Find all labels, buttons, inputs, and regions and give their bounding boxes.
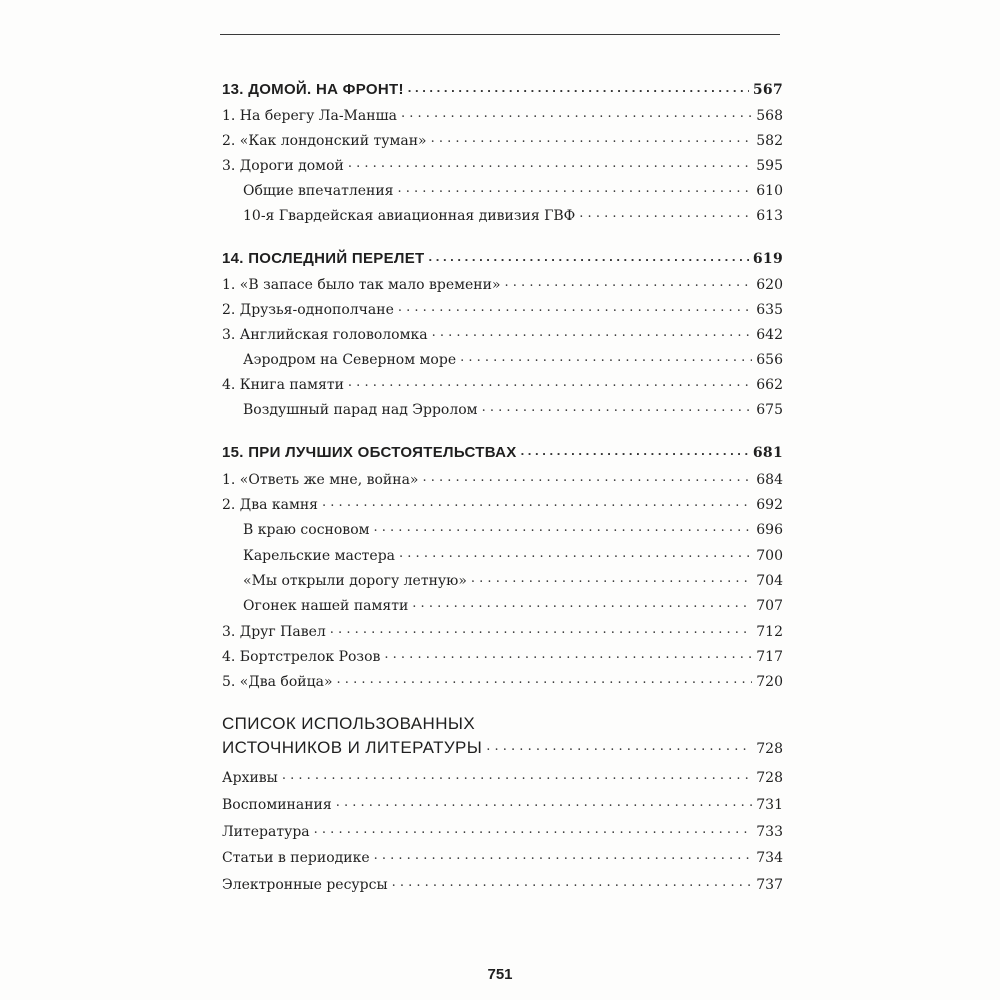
dot-leader [423,470,753,484]
toc-entry [222,672,783,694]
dot-leader [482,400,753,414]
dot-leader [322,495,752,509]
dot-leader [399,546,752,560]
toc-page: 610 [756,183,783,199]
dot-leader [374,848,753,862]
toc-title: 14. ПОСЛЕДНИЙ ПЕРЕЛЕТ [222,250,425,267]
toc-title: 2. Два камня [222,497,319,513]
toc-page: 613 [756,208,783,224]
toc-title: 15. ПРИ ЛУЧШИХ ОБСТОЯТЕЛЬСТВАХ [222,444,517,461]
dot-leader [579,206,752,220]
dot-leader [384,647,752,661]
toc-page: 704 [756,573,783,589]
toc-page: 635 [756,302,783,318]
dot-leader [486,739,752,753]
toc-title: ИСТОЧНИКОВ И ЛИТЕРАТУРЫ [222,738,483,757]
dot-leader [348,375,752,389]
dot-leader [337,672,753,686]
dot-leader [412,596,752,610]
toc-title: 5. «Два бойца» [222,674,333,690]
toc-subentry [243,596,783,618]
dot-leader [348,156,752,170]
toc-page: 700 [756,548,783,564]
toc-page: 582 [756,133,783,149]
dot-leader [401,106,752,120]
toc-page: 675 [756,402,783,418]
toc-entry [222,647,783,669]
toc-page: 737 [756,877,783,893]
toc-page: 728 [756,741,783,757]
toc-entry [222,768,783,790]
toc-title: В краю сосновом [243,522,370,538]
top-rule [220,34,780,35]
toc-chapter-15 [222,443,783,465]
toc-page: 656 [756,352,783,368]
dot-leader [314,822,753,836]
toc-title: 1. «В запасе было так мало времени» [222,277,501,293]
toc-entry [222,848,783,870]
toc-title: Электронные ресурсы [222,877,388,893]
toc-subentry [243,400,783,422]
dot-leader [392,875,753,889]
toc-page: 733 [756,824,783,840]
toc-page: 568 [756,108,783,124]
toc-title: Литература [222,824,310,840]
toc-subentry [243,520,783,542]
toc-title: 3. Друг Павел [222,624,326,640]
toc-title: Воздушный парад над Эрролом [243,402,478,418]
toc-subentry [243,571,783,593]
toc-page: 620 [756,277,783,293]
toc-subentry [243,350,783,372]
toc-page: 684 [756,472,783,488]
dot-leader [408,80,749,94]
toc-page: 720 [756,674,783,690]
toc-page: 731 [756,797,783,813]
toc-title: 2. Друзья-однополчане [222,302,394,318]
dot-leader [505,275,753,289]
toc-page: 717 [756,649,783,665]
toc-entry [222,822,783,844]
toc-page: 734 [756,850,783,866]
dot-leader [460,350,752,364]
dot-leader [471,571,752,585]
dot-leader [336,795,753,809]
toc-entry [222,300,783,322]
toc-page: 692 [756,497,783,513]
dot-leader [431,131,753,145]
toc-title: 1. На берегу Ла-Манша [222,108,397,124]
dot-leader [282,768,752,782]
toc-title: Огонек нашей памяти [243,598,409,614]
toc-sources-heading-line1: СПИСОК ИСПОЛЬЗОВАННЫХ [222,714,476,733]
dot-leader [398,300,752,314]
dot-leader [521,443,749,457]
toc-title: 10-я Гвардейская авиационная дивизия ГВФ [243,208,576,224]
toc-page: 567 [752,82,783,98]
toc-entry [222,795,783,817]
toc-title: Воспоминания [222,797,332,813]
toc-title: Аэродром на Северном море [243,352,457,368]
toc-title: 1. «Ответь же мне, война» [222,472,419,488]
toc-page: 707 [756,598,783,614]
toc-page: 619 [752,251,783,267]
toc-title: 2. «Как лондонский туман» [222,133,427,149]
toc-page: 728 [756,770,783,786]
toc-title: 3. Дороги домой [222,158,344,174]
toc-page: 712 [756,624,783,640]
toc-entry [222,106,783,128]
dot-leader [432,325,753,339]
toc-chapter-13 [222,80,783,102]
toc-chapter-14 [222,249,783,271]
toc-entry [222,875,783,897]
toc-title: «Мы открыли дорогу летную» [243,573,467,589]
dot-leader [374,520,753,534]
dot-leader [330,622,752,636]
toc-entry [222,131,783,153]
toc-title: 13. ДОМОЙ. НА ФРОНТ! [222,81,404,98]
toc-title: 4. Бортстрелок Розов [222,649,381,665]
toc-page: 696 [756,522,783,538]
toc-title: 3. Английская головоломка [222,327,428,343]
toc-title: Карельские мастера [243,548,396,564]
dot-leader [398,181,753,195]
toc-title: Архивы [222,770,278,786]
dot-leader [429,249,749,263]
toc-subentry [243,206,783,228]
toc-title: Общие впечатления [243,183,394,199]
toc-sources-heading [222,739,783,761]
toc-entry [222,325,783,347]
toc-page: 681 [752,445,783,461]
toc-entry [222,375,783,397]
toc-entry [222,470,783,492]
toc-entry [222,275,783,297]
toc-page: 642 [756,327,783,343]
toc-entry [222,495,783,517]
toc-subentry [243,181,783,203]
toc-subentry [243,546,783,568]
toc-title: Статьи в периодике [222,850,370,866]
toc-entry [222,622,783,644]
toc-entry [222,156,783,178]
toc-page: 595 [756,158,783,174]
page-number: 751 [487,966,513,983]
toc-title: 4. Книга памяти [222,377,344,393]
toc-page: 662 [756,377,783,393]
